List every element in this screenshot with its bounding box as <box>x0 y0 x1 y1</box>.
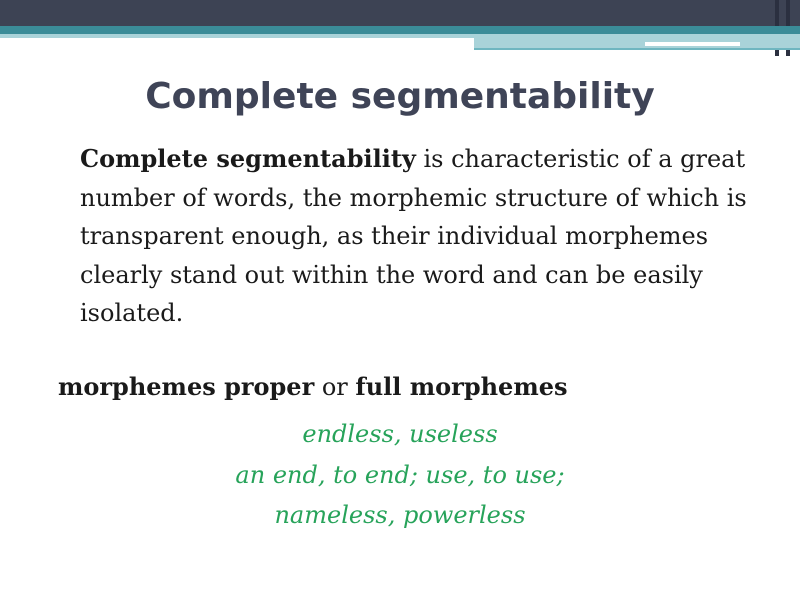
example-line: an end, to end; use, to use; <box>235 460 565 489</box>
examples-list <box>0 414 800 536</box>
header-band-gap <box>645 42 740 46</box>
term-connector: or <box>314 373 356 401</box>
decorative-header-band <box>0 0 800 56</box>
header-band-teal <box>0 26 800 34</box>
header-band-light-right <box>474 38 800 48</box>
header-band-dark <box>0 0 800 26</box>
morpheme-terms-line <box>58 372 758 401</box>
definition-text: is characteristic of a great number of words, the morphemic structure of which is transparent enough, as their individual morphemes clearly stand out within the word and can be easily isolated. <box>80 145 747 327</box>
term-full-morphemes: full morphemes <box>355 372 568 401</box>
slide-title: Complete segmentability <box>145 76 655 117</box>
header-band-line <box>474 48 800 50</box>
definition-paragraph <box>80 140 760 333</box>
definition-term: Complete segmentability <box>80 144 416 173</box>
term-morphemes-proper: morphemes proper <box>58 372 315 401</box>
example-line: nameless, powerless <box>274 501 526 529</box>
example-line: endless, useless <box>302 420 498 448</box>
